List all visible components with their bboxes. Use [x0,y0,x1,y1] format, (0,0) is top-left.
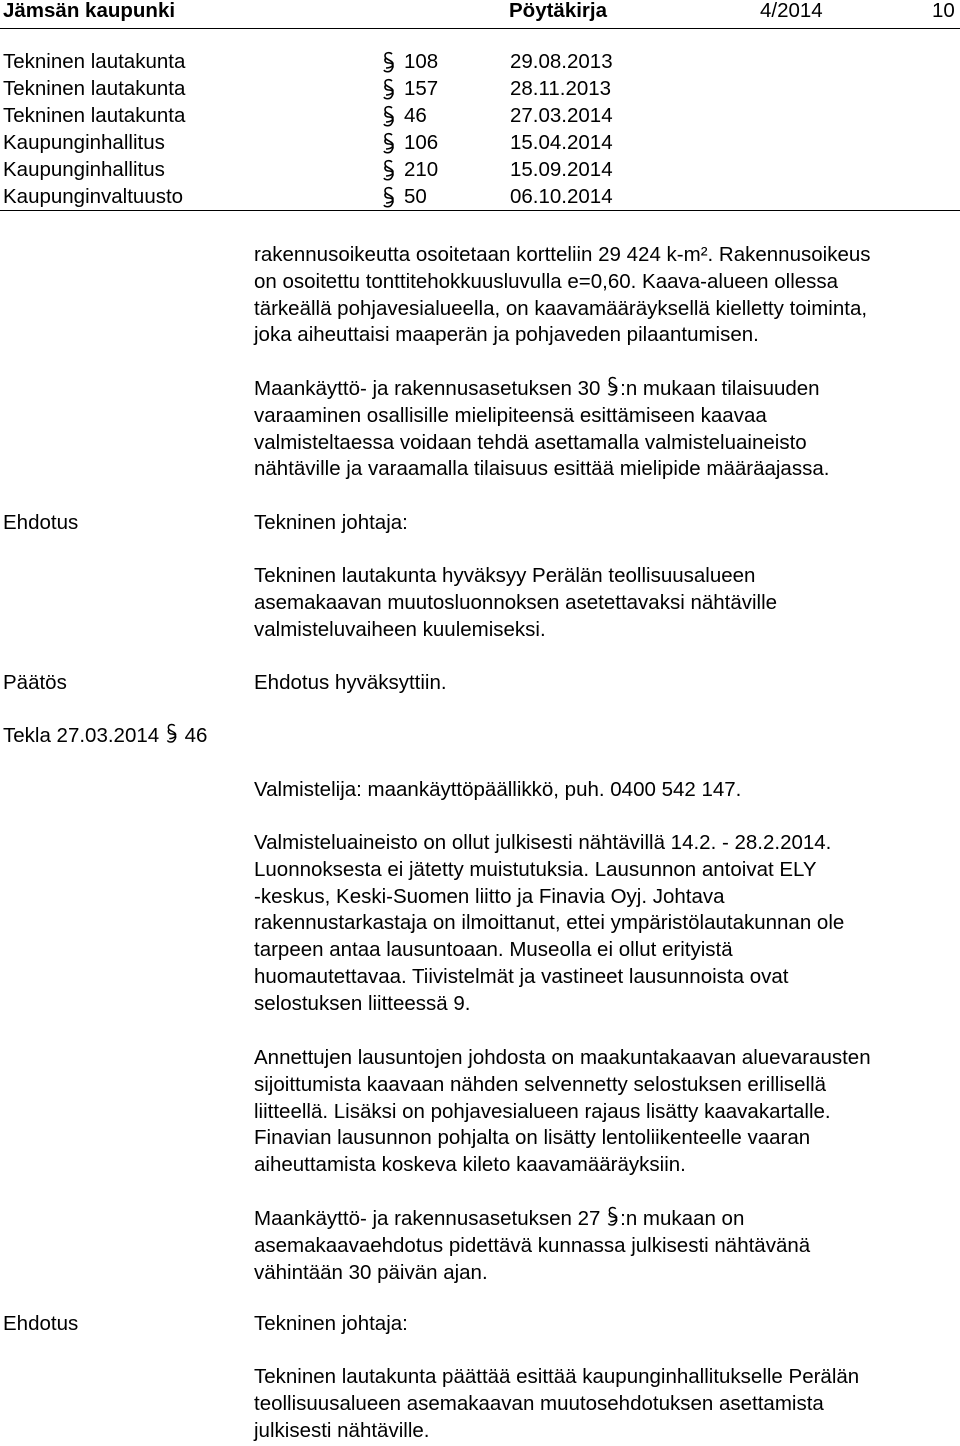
history-body: Kaupunginvaltuusto [3,185,184,208]
tekla-heading [3,723,207,750]
section-sign-icon [606,1206,620,1226]
decision-text: Ehdotus hyväksyttiin. [254,671,447,694]
text-line: Luonnoksesta ei jätetty muistutuksia. Lausunnon antoivat ELY [254,857,817,881]
text-line: rakennustarkastaja on ilmoittanut, ettei ympäristölautakunnan ole [254,911,845,935]
history-number: 157 [404,77,439,100]
text-line: Valmisteluaineisto on ollut julkisesti nähtävillä 14.2. - 28.2.2014. [254,831,832,854]
mra27-paragraph [254,1206,954,1286]
mra27-text-start: Maankäyttö- ja rakennusasetuksen 27 [254,1207,601,1230]
history-body: Kaupunginhallitus [3,158,165,181]
section-sign-icon [165,723,179,743]
city-name: Jämsän kaupunki [3,0,176,22]
mra30-text-start: Maankäyttö- ja rakennusasetuksen 30 [254,377,601,400]
history-body: Tekninen lautakunta [3,50,186,73]
decision-label: Päätös [3,671,67,694]
history-date: 27.03.2014 [510,104,613,127]
history-date: 06.10.2014 [510,185,613,208]
section-sign-icon [382,51,396,75]
history-number: 50 [404,185,427,208]
intro-paragraph [254,242,954,349]
header-divider [0,28,960,29]
text-line: valmisteltaessa voidaan tehdä asettamalla valmisteluaineisto [254,430,807,454]
text-line: on osoitettu tonttitehokkuusluvulla e=0,60. Kaava-alueen ollessa [254,269,839,293]
text-line: julkisesti nähtäville. [254,1418,430,1442]
text-line: huomautettavaa. Tiivistelmät ja vastineet lausunnoista ovat [254,964,789,988]
text-line: Annettujen lausuntojen johdosta on maakuntakaavan aluevarausten [254,1046,871,1069]
section-sign-icon [382,105,396,129]
text-line: valmisteluvaiheen kuulemiseksi. [254,617,546,641]
history-date: 15.09.2014 [510,158,613,181]
section-sign-icon [382,78,396,102]
text-line: Tekninen lautakunta hyväksyy Perälän teollisuusalueen [254,564,756,587]
text-line [254,376,954,403]
proposal-label: Ehdotus [3,511,79,534]
tekla-label: Tekla 27.03.2014 [3,724,160,747]
history-body: Tekninen lautakunta [3,104,186,127]
text-line: -keskus, Keski-Suomen liitto ja Finavia Oyj. Johtava [254,884,725,908]
mra30-text-end: :n mukaan tilaisuuden [620,377,820,400]
text-line: rakennusoikeutta osoitetaan kortteliin 29 424 k-m². Rakennusoikeus [254,243,871,266]
history-number: 210 [404,158,439,181]
text-line: Tekninen lautakunta päättää esittää kaupunginhallitukselle Perälän [254,1365,860,1388]
text-line: tarpeen antaa lausuntoaan. Museolla ei ollut erityistä [254,938,733,962]
history-body: Kaupunginhallitus [3,131,165,154]
history-number: 46 [404,104,427,127]
section-sign-icon [382,186,396,210]
text-line [254,1206,954,1233]
history-date: 29.08.2013 [510,50,613,73]
mra27-text-end: :n mukaan on [620,1207,745,1230]
statements-paragraph [254,830,954,1018]
document-type: Pöytäkirja [509,0,607,22]
changes-paragraph [254,1045,954,1179]
history-number: 106 [404,131,439,154]
proposal-label: Ehdotus [3,1312,79,1335]
mra30-paragraph [254,376,954,483]
text-line: Finavian lausunnon pohjalta on lisätty lentoliikenteelle vaaran [254,1126,811,1150]
history-body: Tekninen lautakunta [3,77,186,100]
page-number: 10 [932,0,955,22]
preparer-line: Valmistelija: maankäyttöpäällikkö, puh. 0400 542 147. [254,778,742,801]
history-date: 15.04.2014 [510,131,613,154]
text-line: asemakaavaehdotus pidettävä kunnassa julkisesti nähtävänä [254,1233,811,1257]
section-sign-icon [382,159,396,183]
protocol-number: 4/2014 [760,0,823,22]
proposal-author: Tekninen johtaja: [254,511,408,534]
text-line: nähtäville ja varaamalla tilaisuus esittää mielipide määräajassa. [254,457,830,481]
history-divider [0,210,960,211]
section-sign-icon [606,376,620,396]
text-line: liitteellä. Lisäksi on pohjavesialueen rajaus lisätty kaavakartalle. [254,1099,831,1123]
section-sign-icon [382,132,396,156]
text-line: selostuksen liitteessä 9. [254,991,471,1015]
text-line: joka aiheuttaisi maaperän ja pohjaveden pilaantumisen. [254,323,759,347]
proposal-text [254,563,954,643]
text-line: sijoittumista kaavaan nähden selvennetty selostuksen erillisellä [254,1072,827,1096]
text-line: tärkeällä pohjavesialueella, on kaavamääräyksellä kielletty toiminta, [254,296,868,320]
text-line: teollisuusalueen asemakaavan muutosehdotuksen asettamista [254,1391,824,1415]
proposal-author: Tekninen johtaja: [254,1312,408,1335]
text-line: aiheuttamista koskeva kileto kaavamääräyksiin. [254,1153,686,1177]
text-line: vähintään 30 päivän ajan. [254,1260,488,1284]
tekla-number: 46 [184,724,208,747]
text-line: asemakaavan muutosluonnoksen asetettavaksi nähtäville [254,590,778,614]
history-date: 28.11.2013 [510,77,612,100]
history-number: 108 [404,50,439,73]
text-line: varaaminen osallisille mielipiteensä esittämiseen kaavaa [254,403,767,427]
proposal-text [254,1364,954,1444]
